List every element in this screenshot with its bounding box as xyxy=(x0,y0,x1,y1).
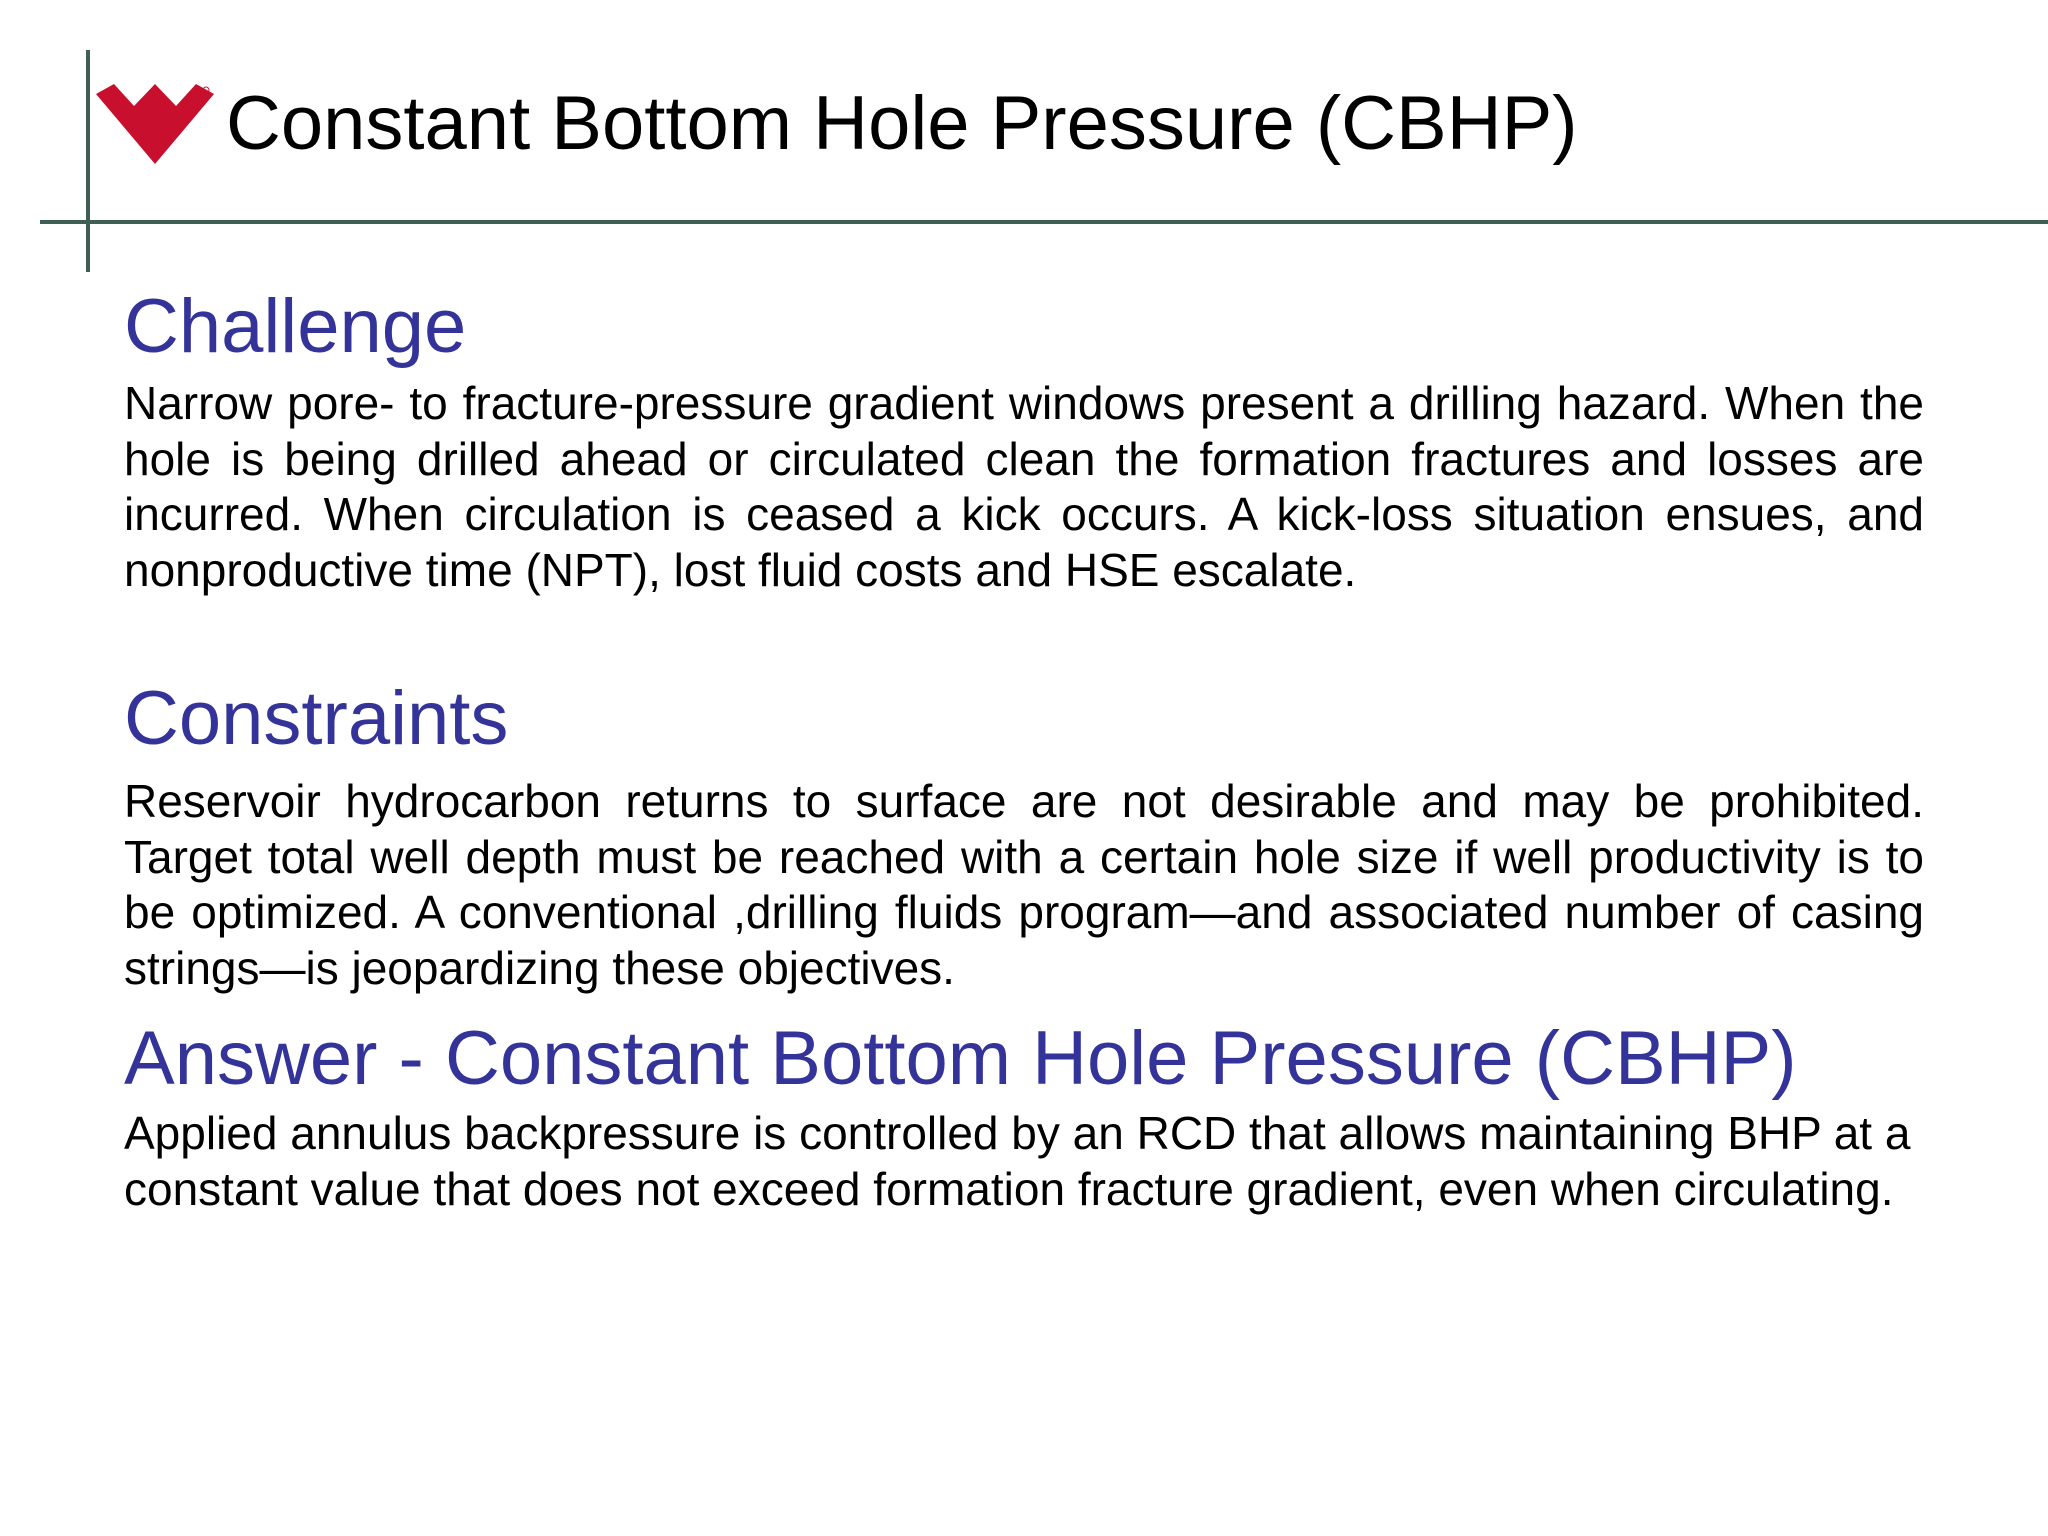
challenge-text: Narrow pore- to fracture-pressure gradient windows present a drilling hazard. When the hole is being drilled ahead or circulated clean the formation fractures and losses are incurred. When circulation is ceased a kick occurs. A kick-loss situation ensues, and nonproductive time (NPT), lost fluid costs and HSE escalate. xyxy=(124,377,1924,596)
header-divider-line xyxy=(40,220,2048,224)
header-vertical-line xyxy=(86,50,90,272)
constraints-heading: Constraints xyxy=(124,676,509,761)
constraints-text: Reservoir hydrocarbon returns to surface are not desirable and may be prohibited. Target total well depth must be reached with a certain hole size if well productivity is to be optimized. A conventional ,drilling fluids program—and associated number of casing strings—is jeopardizing these objectives. xyxy=(124,775,1924,994)
company-logo-icon xyxy=(96,84,214,164)
answer-section xyxy=(124,1014,1924,1217)
slide-title: Constant Bottom Hole Pressure (CBHP) xyxy=(226,81,1578,166)
challenge-heading: Challenge xyxy=(124,284,467,369)
answer-heading: Answer - Constant Bottom Hole Pressure (CBHP) xyxy=(124,1016,1797,1101)
constraints-section xyxy=(124,674,1924,996)
challenge-section xyxy=(124,282,1924,598)
answer-text: Applied annulus backpressure is controlled by an RCD that allows maintaining BHP at a constant value that does not exceed formation fracture gradient, even when circulating. xyxy=(124,1107,1911,1215)
